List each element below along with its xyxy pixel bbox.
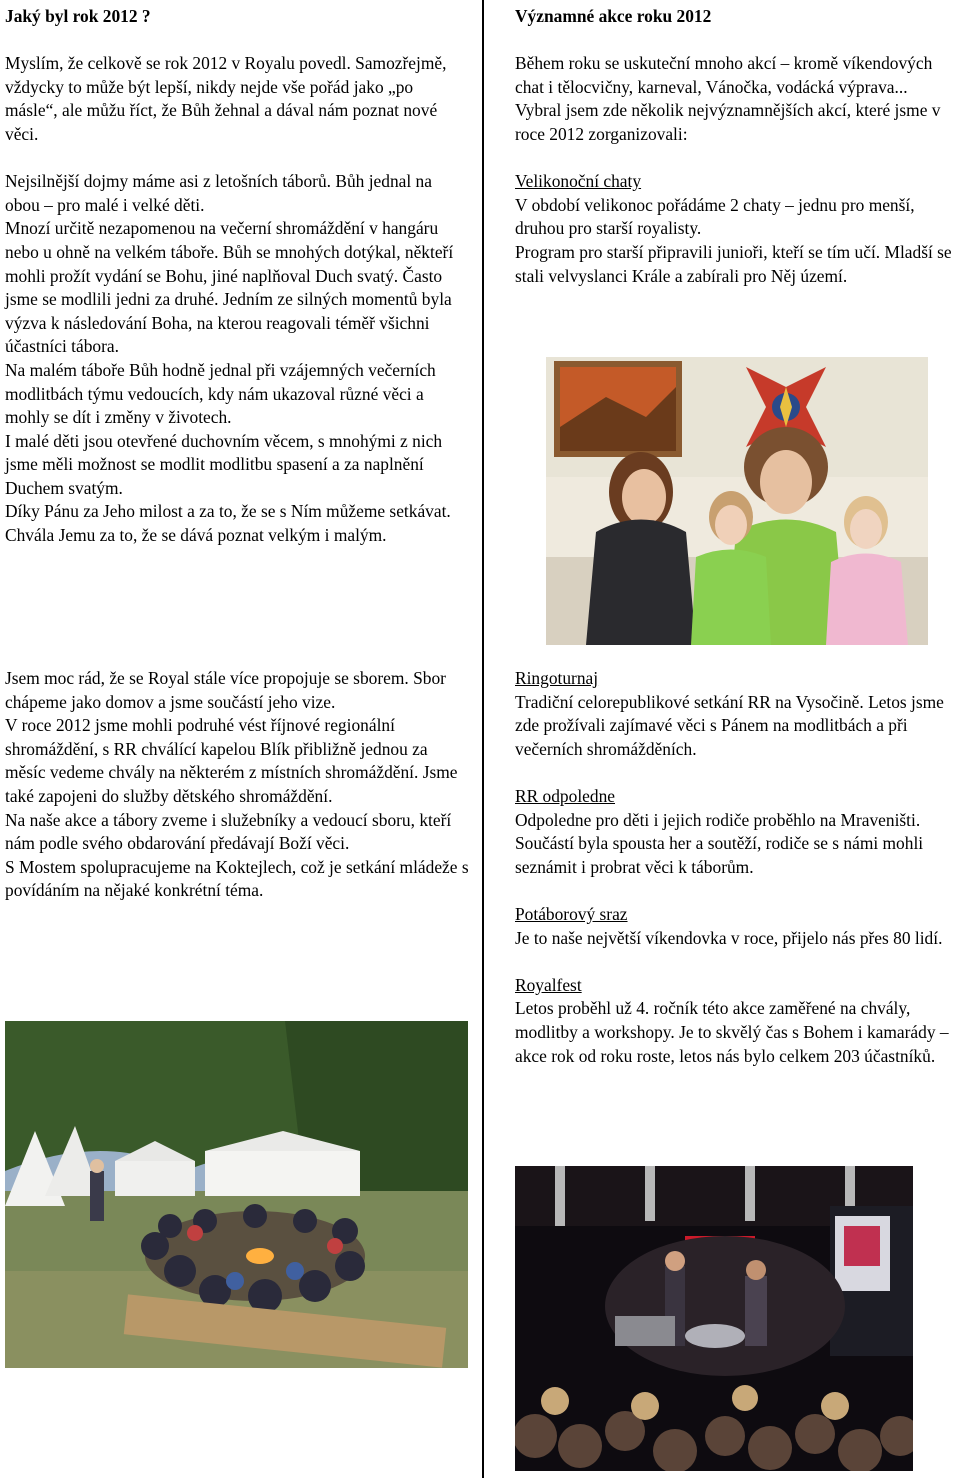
event-heading: Velikonoční chaty [515,171,642,192]
event-heading: Royalfest [515,974,582,995]
event-heading: Potáborový sraz [515,903,628,924]
paragraph: Na malém táboře Bůh hodně jednal při vzájemných večerních modlitbách týmu vedoucích, kdy nám ukazoval různé věci a mohly se dít i změny v životech. [5,359,436,428]
event-text: Tradiční celorepublikové setkání RR na Vysočině. Letos jsme zde prožívali zajímavé věci s Pánem na modlitbách a při večerních shromážděních. [515,691,944,759]
paragraph: Jsem moc rád, že se Royal stále více propojuje se sborem. Sbor chápeme jako domov a jsme součástí jeho vize. [5,668,446,712]
paragraph: S Mostem spolupracujeme na Koktejlech, což je setkání mládeže s povídáním na nějaké konkrétní téma. [5,856,469,901]
event-heading: Ringoturnaj [515,668,599,688]
event-heading: RR odpoledne [515,785,615,806]
article-title: Jaký byl rok 2012 ? [5,6,151,26]
paragraph: Mnozí určitě nezapomenou na večerní shromáždění v hangáru nebo u ohně na velkém táboře. Bůh se mnohých dotýkal, někteří mohli prožít vydání se Bohu, jiné naplňoval Duch svatý. Často jsme se modlili jedni za druhé. Jedním ze silných momentů byla výzva k následování Boha, na kterou reagovali téměř všichni účastníci tábora. [5,218,454,357]
column-divider [482,0,484,1478]
paragraph: Na naše akce a tábory zveme i služebníky a vedoucí sboru, kteří nám podle svého obdarování předávají Boží věci. [5,809,452,854]
left-column [5,5,470,548]
right-column [515,5,960,288]
left-column-lower [5,667,470,903]
event-text: Je to naše největší víkendovka v roce, přijelo nás přes 80 lidí. [515,927,943,948]
photo-royalfest-stage [515,1166,913,1471]
photo-easter-cottage [546,357,928,645]
event-text: Letos proběhl už 4. ročník této akce zaměřené na chvály, modlitby a workshopy. Je to skvělý čas s Bohem i kamarády – akce rok od roku roste, letos nás bylo celkem 203 účastníků. [515,998,949,1066]
paragraph: Chvála Jemu za to, že se dává poznat velkým i malým. [5,525,387,546]
paragraph: Díky Pánu za Jeho milost a za to, že se s Ním můžeme setkávat. [5,501,451,522]
photo-camp-gathering [5,1021,468,1368]
event-text: V období velikonoc pořádáme 2 chaty – jednu pro menší, druhou pro starší royalisty. [515,194,915,239]
right-column-lower [515,667,960,1068]
paragraph: Nejsilnější dojmy máme asi z letošních táborů. Bůh jednal na obou – pro malé i velké děti. [5,171,432,215]
event-text: Program pro starší připravili junioři, kteří se tím učí. Mladší se stali velvyslanci Krále a zabírali pro Něj území. [515,241,952,286]
section-title: Významné akce roku 2012 [515,6,712,26]
paragraph: I malé děti jsou otevřené duchovním věcem, s mnohými z nich jsme měli možnost se modlit modlitbu spasení a za naplnění Duchem svatým. [5,430,443,498]
paragraph: V roce 2012 jsme mohli podruhé vést říjnové regionální shromáždění, s RR chválící kapelou Blík přibližně jednou za měsíc vedeme chvály na některém z místních shromáždění. Jsme také zapojeni do služby dětského shromáždění. [5,715,458,806]
event-text: Odpoledne pro děti i jejich rodiče proběhlo na Mraveništi. Součástí byla spousta her a soutěží, rodiče se s námi mohli seznámit i probrat věci k táborům. [515,809,924,877]
paragraph: Během roku se uskuteční mnoho akcí – kromě víkendových chat i tělocvičny, karneval, Vánočka, vodácká výprava... [515,53,933,97]
paragraph: Myslím, že celkově se rok 2012 v Royalu povedl. Samozřejmě, vždycky to může být lepší, nikdy nejde vše pořád jako „po másle“, ale můžu říct, že Bůh žehnal a dával nám poznat nové věci. [5,53,447,144]
paragraph: Vybral jsem zde několik nejvýznamnějších akcí, které jsme v roce 2012 zorganizovali: [515,100,941,144]
